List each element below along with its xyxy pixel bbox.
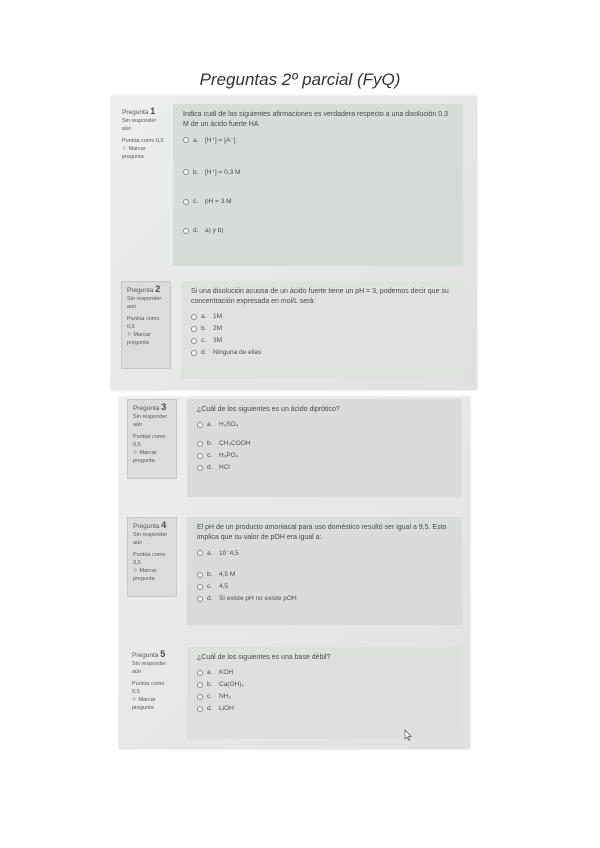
option-4d[interactable]: d. Si existe pH no existe pOH xyxy=(197,595,452,602)
screenshot-photo-2 xyxy=(119,397,470,749)
question-text-2: Si una disolución acuosa de un ácido fuerte tiene un pH = 3, podemos decir que su concentración expresada en mol/L será: xyxy=(191,288,449,305)
option-4c[interactable]: c. 4,5 xyxy=(197,583,452,590)
radio-circle-icon[interactable] xyxy=(183,169,189,175)
options-list-4 xyxy=(197,549,452,602)
option-3b[interactable]: b. CH₃COOH xyxy=(197,440,452,447)
radio-circle-icon[interactable] xyxy=(197,465,203,471)
option-4a[interactable]: a. 10⁻4,5 xyxy=(197,549,452,557)
question-status-4: Sin responder aún xyxy=(133,532,168,546)
question-text-3: ¿Cuál de los siguientes es un ácido diprótico? xyxy=(197,406,340,413)
flag-question-link-1[interactable]: ⚐ Marcar pregunta xyxy=(122,146,146,160)
question-2 xyxy=(121,281,464,379)
radio-circle-icon[interactable] xyxy=(197,670,203,676)
question-points-5: Puntúa como 0,5 xyxy=(132,681,165,695)
flag-question-link-4[interactable]: ⚐ Marcar pregunta xyxy=(133,568,157,582)
question-points-3: Puntúa como 0,5 xyxy=(133,434,166,448)
flag-question-link-5[interactable]: ⚐ Marcar pregunta xyxy=(132,697,156,711)
question-info-3 xyxy=(127,399,177,479)
options-list-2 xyxy=(191,313,454,356)
radio-circle-icon[interactable] xyxy=(183,199,189,205)
option-1d[interactable]: d. a) y b) xyxy=(183,227,453,234)
question-text-5: ¿Cuál de los siguientes es una base débil? xyxy=(197,654,331,661)
radio-circle-icon[interactable] xyxy=(197,453,203,459)
radio-circle-icon[interactable] xyxy=(191,326,197,332)
option-1a[interactable]: a. [H⁺] = [A⁻] xyxy=(183,136,453,144)
question-3 xyxy=(127,399,462,497)
options-list-3 xyxy=(197,421,452,471)
question-number-3: Pregunta 3 xyxy=(133,402,167,412)
question-body-5 xyxy=(187,647,462,739)
radio-circle-icon[interactable] xyxy=(197,682,203,688)
question-status-3: Sin responder aún xyxy=(133,414,168,428)
option-3d[interactable]: d. HCl xyxy=(197,464,452,471)
flag-icon: ⚐ xyxy=(133,450,138,456)
question-body-2 xyxy=(181,281,464,379)
radio-circle-icon[interactable] xyxy=(197,441,203,447)
question-text-1: Indica cuál de las siguientes afirmaciones es verdadera respecto a una disolución 0,3 M de un ácido fuerte HA xyxy=(183,111,448,128)
radio-circle-icon[interactable] xyxy=(197,596,203,602)
flag-icon: ⚐ xyxy=(132,697,137,703)
option-1b[interactable]: b. [H⁺] = 0,3 M xyxy=(183,168,453,176)
option-1c[interactable]: c. pH = 3 M xyxy=(183,198,453,205)
question-points-1: Puntúa como 0,5 xyxy=(122,138,164,144)
question-body-3 xyxy=(187,399,462,497)
question-number-4: Pregunta 4 xyxy=(133,520,167,530)
option-2d[interactable]: d. Ninguna de ellas xyxy=(191,349,454,356)
option-4b[interactable]: b. 4,5 M xyxy=(197,571,452,578)
question-info-4 xyxy=(127,517,177,597)
options-list-5 xyxy=(197,669,452,712)
question-4 xyxy=(127,517,462,625)
radio-circle-icon[interactable] xyxy=(191,350,197,356)
question-body-4 xyxy=(187,517,462,625)
radio-circle-icon[interactable] xyxy=(197,422,203,428)
option-5d[interactable]: d. LiOH xyxy=(197,705,452,712)
question-info-5 xyxy=(127,647,177,731)
document-title: Preguntas 2º parcial (FyQ) xyxy=(199,70,401,89)
flag-icon: ⚐ xyxy=(127,332,132,338)
flag-question-link-3[interactable]: ⚐ Marcar pregunta xyxy=(133,450,157,464)
options-list-1 xyxy=(183,136,453,234)
option-3a[interactable]: a. H₂SO₄ xyxy=(197,421,452,428)
radio-circle-icon[interactable] xyxy=(191,338,197,344)
question-number-2: Pregunta 2 xyxy=(127,284,161,294)
question-points-4: Puntúa como 0,5 xyxy=(133,552,166,566)
question-body-1 xyxy=(173,104,463,266)
radio-circle-icon[interactable] xyxy=(197,584,203,590)
radio-circle-icon[interactable] xyxy=(183,228,189,234)
question-1 xyxy=(117,104,463,266)
question-number-1: Pregunta 1 xyxy=(122,106,156,116)
option-2a[interactable]: a. 1M xyxy=(191,313,454,320)
question-number-5: Pregunta 5 xyxy=(132,649,166,659)
flag-icon: ⚐ xyxy=(122,146,127,152)
radio-circle-icon[interactable] xyxy=(197,550,203,556)
option-3c[interactable]: c. H₃PO₄ xyxy=(197,452,452,459)
question-status-1: Sin responder aún xyxy=(122,118,157,132)
question-info-1 xyxy=(117,104,169,222)
option-5c[interactable]: c. NH₃ xyxy=(197,693,452,700)
option-2b[interactable]: b. 2M xyxy=(191,325,454,332)
option-5a[interactable]: a. KOH xyxy=(197,669,452,676)
question-5 xyxy=(127,647,462,739)
question-points-2: Puntúa como 0,5 xyxy=(127,316,160,330)
screenshot-photo-1 xyxy=(111,96,477,390)
option-5b[interactable]: b. Ca(OH)₂ xyxy=(197,681,452,688)
radio-circle-icon[interactable] xyxy=(197,694,203,700)
flag-icon: ⚐ xyxy=(133,568,138,574)
question-text-4: El pH de un producto amoniacal para uso doméstico resultó ser igual a 9,5. Esto implica que su valor de pOH era igual a: xyxy=(197,524,447,541)
radio-circle-icon[interactable] xyxy=(183,137,189,143)
mouse-pointer-icon xyxy=(404,729,412,741)
radio-circle-icon[interactable] xyxy=(197,572,203,578)
question-info-2 xyxy=(121,281,171,369)
flag-question-link-2[interactable]: ⚐ Marcar pregunta xyxy=(127,332,151,346)
option-2c[interactable]: c. 3M xyxy=(191,337,454,344)
question-status-2: Sin responder aún xyxy=(127,296,162,310)
radio-circle-icon[interactable] xyxy=(191,314,197,320)
radio-circle-icon[interactable] xyxy=(197,706,203,712)
question-status-5: Sin responder aún xyxy=(132,661,167,675)
